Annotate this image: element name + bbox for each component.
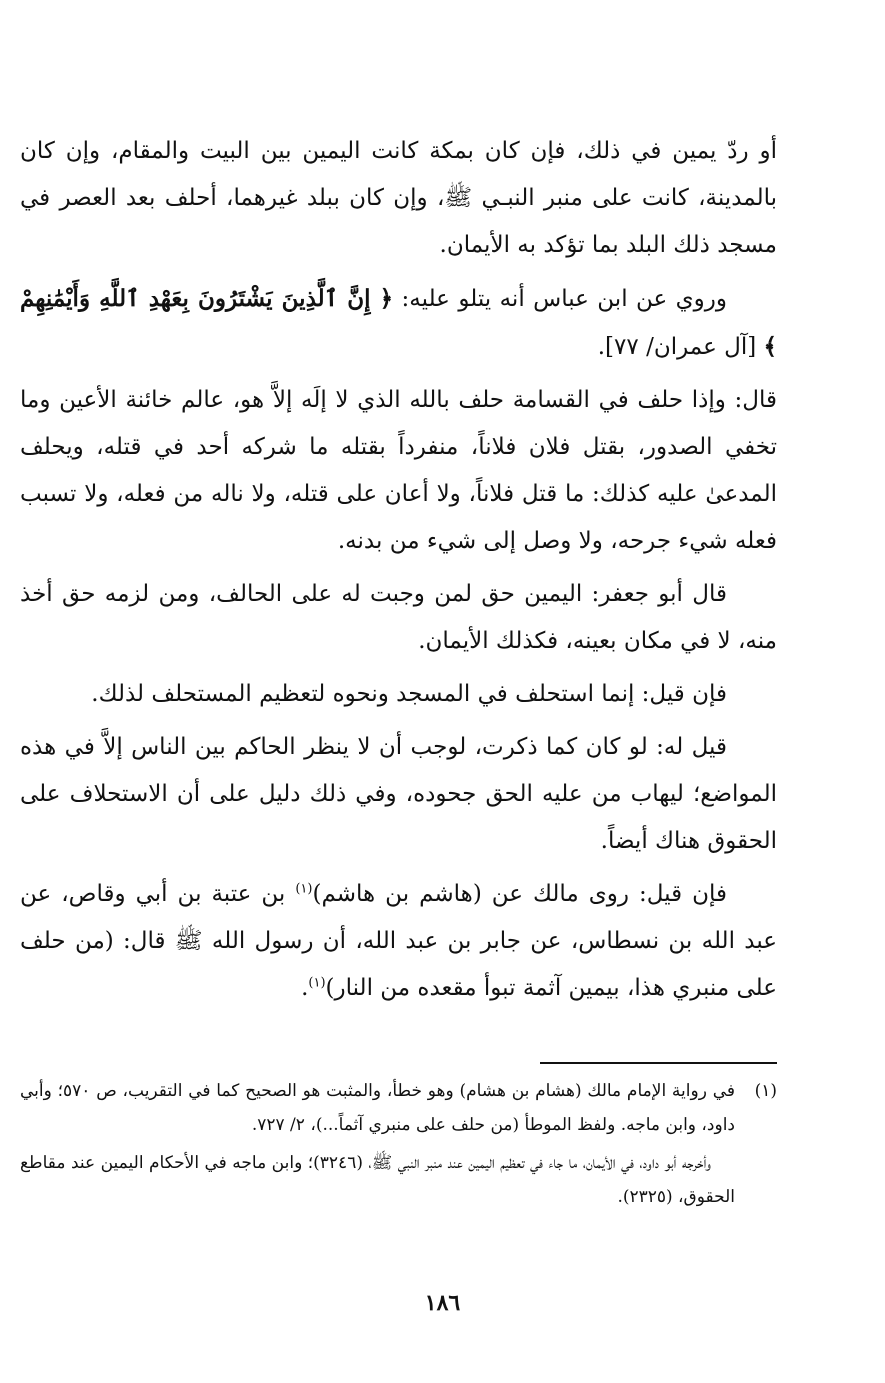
paragraph-text: بن عتبة بن أبي وقاص، عن عبد الله بن نسطاس، عن جابر بن عبد الله، أن رسول الله ﷺ قال: (من حلف على منبري هذا، بيمين آثمة تبوأ مقعده من النار) [20,881,777,1001]
main-text [20,128,777,1012]
footnote-reference[interactable]: (١) [295,881,313,897]
quran-verse: ﴿ إِنَّ ٱلَّذِينَ يَشْتَرُونَ بِعَهْدِ ٱللَّهِ وَأَيْمَٰنِهِمْ ﴾ [20,285,777,360]
footnote-text: في رواية الإمام مالك (هشام بن هشام) وهو خطأ، والمثبت هو الصحيح كما في التقريب، ص ٥٧٠؛ وأبي داود، وابن ماجه. ولفظ الموطأ (من حلف على منبري آثماً...)، ٢/ ٧٢٧. [20,1081,735,1135]
footnote-reference[interactable]: (١) [308,975,326,991]
paragraph-abu-jafar: قال أبو جعفر: اليمين حق لمن وجبت له على الحالف، ومن لزمه حق أخذ منه، لا في مكان بعينه، فكذلك الأيمان. [20,581,777,654]
paragraph-reply: قيل له: لو كان كما ذكرت، لوجب أن لا ينظر الحاكم بين الناس إلاَّ في هذه المواضع؛ ليهاب من عليه الحق جحوده، وفي ذلك دليل على أن الاستحلاف على الحقوق هناك أيضاً. [20,734,777,854]
paragraph-text: فإن قيل: روى مالك عن (هاشم بن هاشم) [312,881,727,907]
paragraph-hadith [20,871,777,1012]
page-number: ١٨٦ [424,1290,461,1316]
footnote-number: (١) [754,1081,777,1101]
paragraph-objection: فإن قيل: إنما استحلف في المسجد ونحوه لتعظيم المستحلف لذلك. [91,681,727,707]
footnote-item [20,1074,777,1142]
paragraph-text: وروي عن ابن عباس أنه يتلو عليه: [393,286,727,312]
footnote-divider [540,1062,777,1064]
paragraph-oath-location: أو ردّ يمين في ذلك، فإن كان بمكة كانت اليمين بين البيت والمقام، وإن كان بالمدينة، كانت على منبر النبـي ﷺ، وإن كان ببلد غيرهما، أحلف بعد العصر في مسجد ذلك البلد بما تؤكد به الأيمان. [20,138,777,258]
verse-reference: [آل عمران/ ٧٧]. [597,334,764,360]
footnote-continuation: وأخرجه أبو داود، في الأيمان، ما جاء في تعظيم اليمين عند منبر النبي ﷺ، (٣٢٤٦)؛ وابن ماجه في الأحكام اليمين عند مقاطع الحقوق، (٢٣٢٥). [20,1153,735,1207]
footnotes [20,1074,777,1214]
paragraph-qasama: قال: وإذا حلف في القسامة حلف بالله الذي لا إلَه إلاَّ هو، عالم خائنة الأعين وما تخفي الصدور، بقتل فلان فلاناً، منفرداً بقتله ما شركه أحد في قتله، ويحلف المدعىٰ عليه كذلك: ما قتل فلاناً، ولا أعان على قتله، ولا ناله من فعله، ولا تسبب فعله شيء جرحه، ولا وصل إلى شيء من بدنه. [20,387,777,554]
paragraph-text: . [301,975,309,1001]
paragraph-ibn-abbas [20,275,777,371]
